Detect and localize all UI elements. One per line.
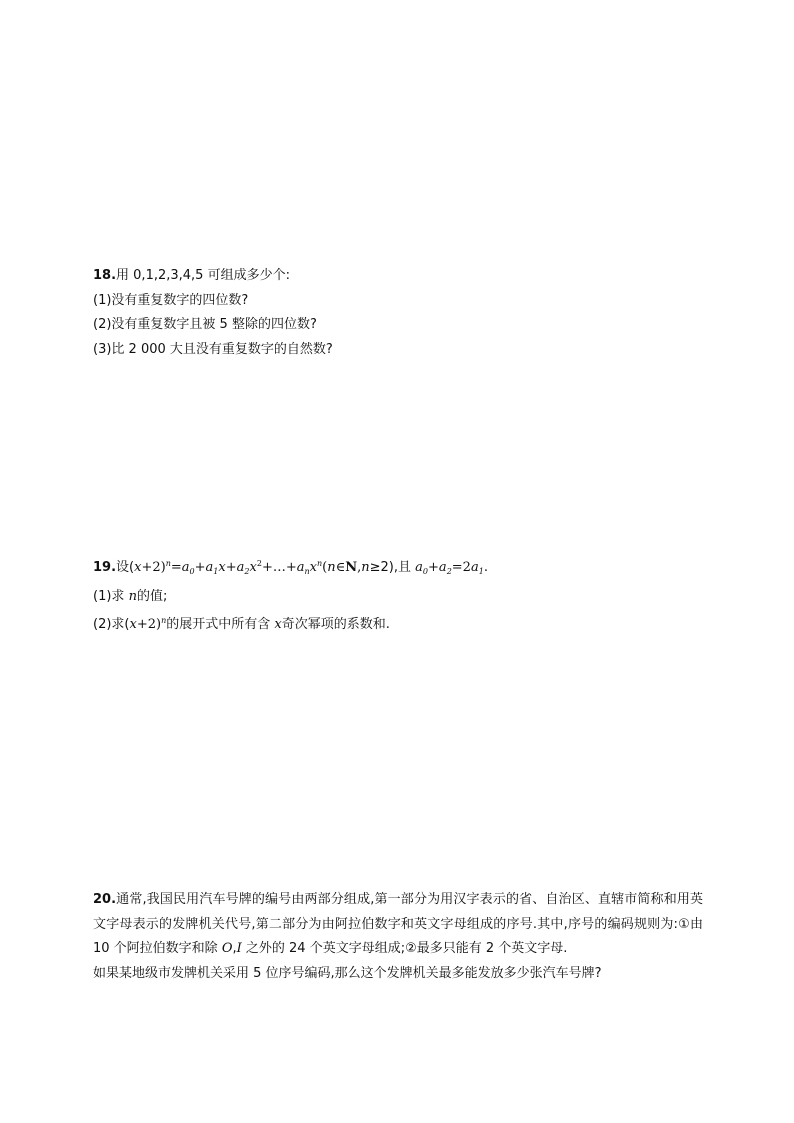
question-19-number: 19. bbox=[93, 560, 117, 575]
exponent-n: n bbox=[165, 559, 171, 568]
question-18-stem bbox=[93, 264, 703, 289]
var-x: x bbox=[309, 560, 317, 575]
exponent-n: n bbox=[317, 559, 323, 568]
var-n: n bbox=[327, 560, 336, 575]
stem-text: = bbox=[170, 560, 182, 575]
coef-a: a bbox=[470, 560, 479, 575]
part-text: 奇次幂项的系数和. bbox=[281, 617, 390, 632]
var-x: x bbox=[274, 617, 282, 632]
stem-text: ∈ bbox=[335, 560, 346, 575]
question-18-number: 18. bbox=[93, 268, 117, 283]
question-18-part-2: (2)没有重复数字且被 5 整除的四位数? bbox=[93, 317, 317, 332]
var-x: x bbox=[134, 560, 142, 575]
subscript: 0 bbox=[189, 567, 195, 576]
stem-text: . bbox=[483, 560, 488, 575]
subscript: 2 bbox=[244, 567, 250, 576]
coef-a: a bbox=[296, 560, 305, 575]
paragraph-text: , bbox=[232, 941, 237, 956]
coef-a: a bbox=[205, 560, 214, 575]
stem-text: +2) bbox=[141, 560, 166, 575]
stem-text: =2 bbox=[451, 560, 471, 575]
question-18-stem-text: 用 0,1,2,3,4,5 可组成多少个: bbox=[116, 268, 290, 283]
coef-a: a bbox=[415, 560, 423, 575]
letter-o: O bbox=[221, 941, 233, 956]
question-20-paragraph-1 bbox=[93, 888, 703, 962]
stem-text: +…+ bbox=[261, 560, 297, 575]
question-20-paragraph-2: 如果某地级市发牌机关采用 5 位序号编码,那么这个发牌机关最多能发放多少张汽车号牌? bbox=[93, 965, 602, 981]
natural-numbers-symbol: N bbox=[345, 560, 358, 575]
paragraph-text: 之外的 24 个英文字母组成;②最多只能有 2 个英文字母. bbox=[241, 941, 568, 956]
var-n: n bbox=[361, 560, 370, 575]
question-20-number: 20. bbox=[93, 892, 117, 907]
question-19-part-2 bbox=[93, 609, 703, 638]
question-19-stem bbox=[93, 552, 703, 585]
paragraph-text: 通常,我国民用汽车号牌的编号由两部分组成,第一部分为用汉字表示的省、自治区、直辖市简称和用英文字母表示的发牌机关代号,第二部分为由阿拉伯数字和英文字母组成的序号.其中,序号的编码规则为:①由 10 个阿拉伯数字和除 bbox=[93, 892, 703, 956]
question-18-part-1: (1)没有重复数字的四位数? bbox=[93, 292, 249, 308]
question-20 bbox=[93, 888, 703, 986]
exponent-n: n bbox=[161, 616, 167, 625]
stem-text: + bbox=[194, 560, 206, 575]
stem-text: 设( bbox=[116, 560, 135, 575]
question-19-part-1 bbox=[93, 585, 703, 610]
var-x: x bbox=[218, 560, 226, 575]
stem-text: , bbox=[357, 560, 362, 575]
subscript: 0 bbox=[422, 567, 429, 576]
part-text: (2)求( bbox=[93, 617, 130, 632]
exponent: 2 bbox=[256, 559, 262, 568]
part-text: +2) bbox=[136, 617, 162, 632]
subscript: n bbox=[304, 567, 310, 576]
subscript: 1 bbox=[213, 567, 219, 576]
coef-a: a bbox=[236, 560, 245, 575]
var-x: x bbox=[129, 617, 137, 632]
part-text: 的展开式中所有含 bbox=[166, 617, 275, 632]
coef-a: a bbox=[181, 560, 190, 575]
stem-text: + bbox=[428, 560, 439, 575]
question-18-part-3: (3)比 2 000 大且没有重复数字的自然数? bbox=[93, 341, 333, 357]
var-x: x bbox=[249, 560, 257, 575]
var-n: n bbox=[128, 588, 137, 604]
stem-text: ≥2),且 bbox=[369, 560, 416, 575]
coef-a: a bbox=[438, 560, 447, 575]
part-text: 的值; bbox=[136, 588, 168, 604]
subscript: 1 bbox=[478, 567, 484, 576]
letter-i: I bbox=[236, 941, 242, 956]
part-text: (1)求 bbox=[93, 588, 129, 604]
stem-text: ( bbox=[322, 560, 328, 575]
subscript: 2 bbox=[446, 567, 452, 576]
stem-text: + bbox=[225, 560, 237, 575]
question-19 bbox=[93, 552, 703, 638]
question-18 bbox=[93, 264, 703, 362]
